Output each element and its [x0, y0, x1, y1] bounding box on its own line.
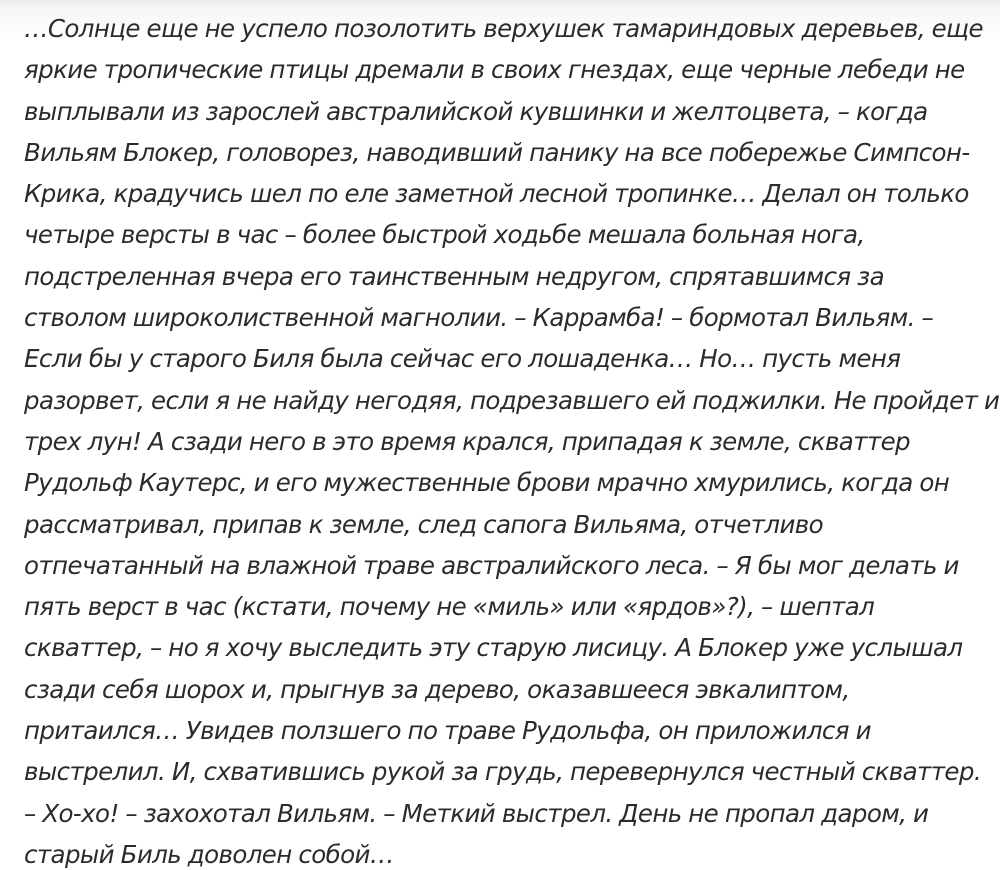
- text-line: старый Биль доволен собой…: [24, 839, 394, 869]
- text-line: стволом широколиственной магнолии. – Каррамба! – бормотал Вильям. –: [24, 303, 934, 333]
- text-line: скваттер, – но я хочу выследить эту старую лисицу. А Блокер уже услышал: [24, 633, 963, 663]
- text-line: Рудольф Каутерс, и его мужественные брови мрачно хмурились, когда он: [24, 468, 950, 498]
- text-line: притаился… Увидев ползшего по траве Рудольфа, он приложился и: [24, 716, 871, 746]
- text-line: пять верст в час (кстати, почему не «миль» или «ярдов»?), – шептал: [24, 592, 875, 622]
- text-line: подстреленная вчера его таинственным недругом, спрятавшимся за: [24, 261, 884, 291]
- text-line: рассматривал, припав к земле, след сапога Вильяма, отчетливо: [24, 509, 823, 539]
- text-line: разорвет, если я не найду негодяя, подрезавшего ей поджилки. Не пройдет и: [24, 385, 1000, 415]
- text-line: сзади себя шорох и, прыгнув за дерево, оказавшееся эвкалиптом,: [24, 674, 850, 704]
- text-line: Если бы у старого Биля была сейчас его лошаденка… Но… пусть меня: [24, 344, 901, 374]
- text-line: – Хо-хо! – захохотал Вильям. – Меткий выстрел. День не пропал даром, и: [24, 798, 929, 828]
- text-line: отпечатанный на влажной траве австралийского леса. – Я бы мог делать и: [24, 550, 959, 580]
- text-line: …Солнце еще не успело позолотить верхушек тамариндовых деревьев, еще: [24, 14, 984, 43]
- text-line: выстрелил. И, схватившись рукой за грудь, перевернулся честный скваттер.: [24, 757, 982, 787]
- text-line: яркие тропические птицы дремали в своих гнездах, еще черные лебеди не: [24, 55, 965, 85]
- text-line: выплывали из зарослей австралийской кувшинки и желтоцвета, – когда: [24, 96, 928, 126]
- text-line: Крика, крадучись шел по еле заметной лесной тропинке… Делал он только: [24, 179, 969, 209]
- text-line: Вильям Блокер, головорез, наводивший панику на все побережье Симпсон-: [24, 137, 970, 167]
- text-line: трех лун! А сзади него в это время крался, припадая к земле, скваттер: [24, 426, 910, 456]
- text-line: четыре версты в час – более быстрой ходьбе мешала больная нога,: [24, 220, 865, 250]
- story-passage: [24, 8, 1000, 870]
